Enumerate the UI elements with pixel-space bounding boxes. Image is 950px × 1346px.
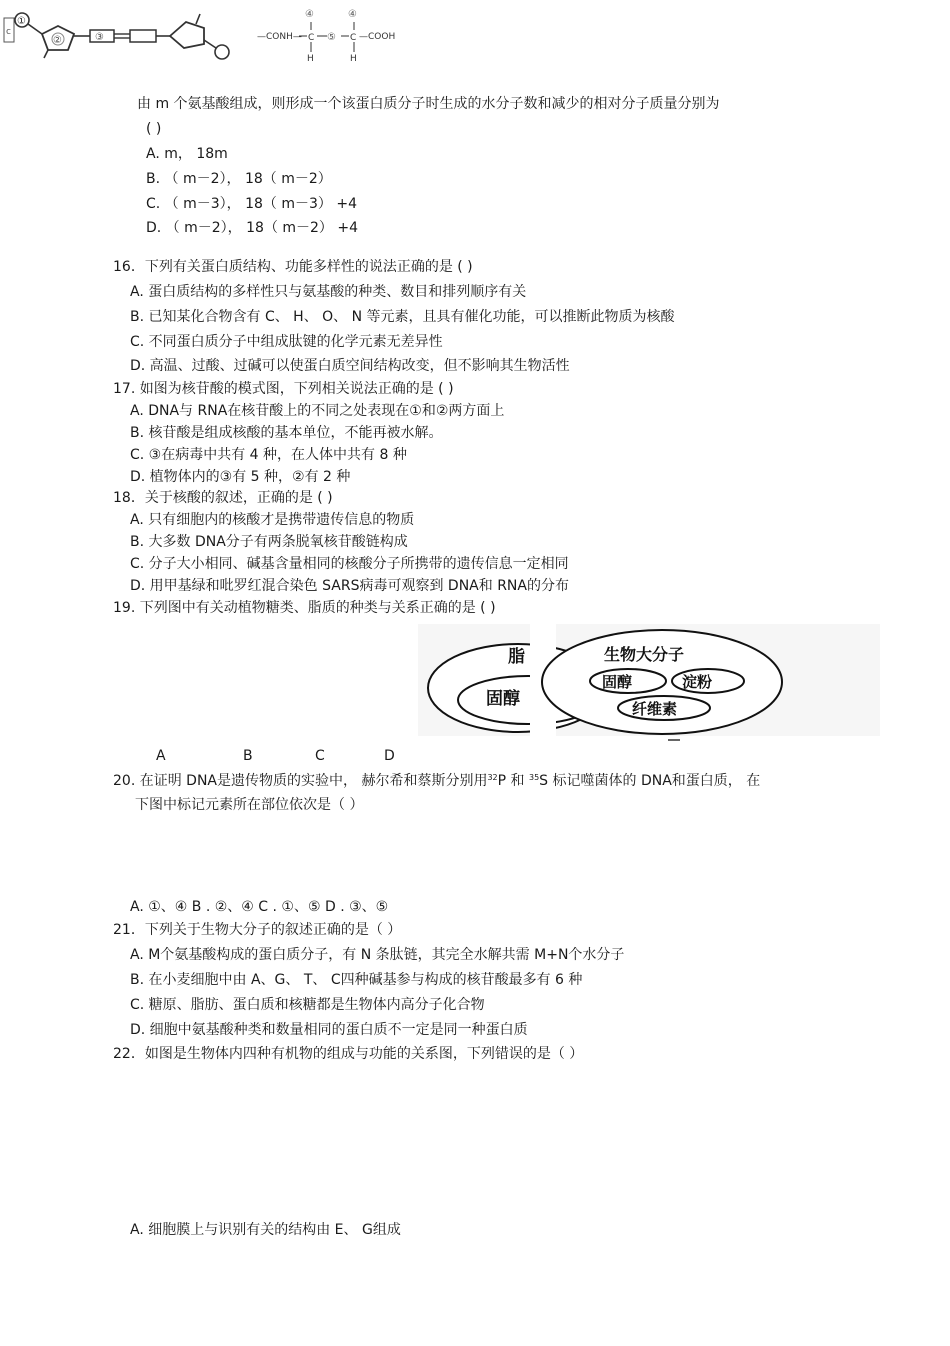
peptide-label4b: ④	[348, 9, 357, 20]
q18-option-b: B. 大多数 DNA分子有两条脱氧核苷酸链构成	[130, 534, 408, 550]
q21-option-b: B. 在小麦细胞中由 A、G、 T、 C四种碱基参与构成的核苷酸最多有 6 种	[130, 972, 583, 988]
q19-label-a: A	[156, 748, 166, 764]
q21-option-c: C. 糖原、脂肪、蛋白质和核糖都是生物体内高分子化合物	[130, 997, 485, 1013]
left-fig-label-a: 脂	[508, 647, 525, 667]
q20-mid: P 和	[497, 773, 529, 789]
nucleotide-diagram	[0, 0, 240, 64]
q20-stem	[113, 772, 760, 790]
q18-stem: 18．关于核酸的叙述，正确的是 ( )	[113, 490, 333, 506]
q17-option-a: A. DNA与 RNA在核苷酸上的不同之处表现在①和②两方面上	[130, 403, 505, 419]
q16-option-a: A. 蛋白质结构的多样性只与氨基酸的种类、数目和排列顺序有关	[130, 284, 527, 300]
q20-options: A. ①、④ B . ②、④ C . ①、⑤ D . ③、⑤	[130, 899, 389, 915]
peptide-label4a: ④	[305, 9, 314, 20]
q22-stem: 22．如图是生物体内四种有机物的组成与功能的关系图，下列错误的是（ ）	[113, 1046, 584, 1062]
q17-option-b: B. 核苷酸是组成核酸的基本单位，不能再被水解。	[130, 425, 443, 441]
svg-text:C: C	[308, 33, 315, 43]
q20-stem-line2: 下图中标记元素所在部位依次是（ ）	[135, 797, 364, 813]
peptide-diagram	[255, 0, 405, 66]
peptide-right: —COOH	[359, 32, 396, 42]
sterol-label: 固醇	[602, 673, 633, 691]
sugar-lipid-diagram	[418, 624, 880, 742]
peptide-left: —CONH—	[257, 32, 302, 42]
q17-option-d: D. 植物体内的③有 5 种，②有 2 种	[130, 469, 351, 485]
q16-option-c: C. 不同蛋白质分子中组成肽键的化学元素无差异性	[130, 334, 443, 350]
q19-label-b: B	[243, 748, 253, 764]
left-fig-label-b: 固醇	[486, 689, 520, 709]
q15-option-a: A. m， 18m	[146, 146, 228, 162]
cellulose-label: 纤维素	[632, 700, 678, 718]
peptide-h2: H	[350, 54, 357, 64]
starch-label: 淀粉	[682, 673, 713, 691]
q21-stem: 21．下列关于生物大分子的叙述正确的是（ ）	[113, 922, 402, 938]
q19-label-d: D	[384, 748, 395, 764]
q20-stem-a: 20. 在证明 DNA是遗传物质的实验中， 赫尔希和蔡斯分别用	[113, 773, 488, 789]
svg-text:C: C	[350, 33, 357, 43]
label-2: ②	[53, 35, 62, 46]
q15-bracket: ( )	[146, 121, 162, 137]
q18-option-d: D. 用甲基绿和吡罗红混合染色 SARS病毒可观察到 DNA和 RNA的分布	[130, 578, 569, 594]
q22-option-a: A. 细胞膜上与识别有关的结构由 E、 G组成	[130, 1222, 401, 1238]
sup-35: 35	[528, 773, 540, 782]
peptide-label5: ⑤	[327, 32, 336, 43]
svg-text:c: c	[6, 27, 11, 37]
q21-option-a: A. M个氨基酸构成的蛋白质分子，有 N 条肽链，其完全水解共需 M+N个水分子	[130, 947, 625, 963]
label-3: ③	[95, 32, 104, 43]
q18-option-c: C. 分子大小相同、碱基含量相同的核酸分子所携带的遗传信息一定相同	[130, 556, 569, 572]
sup-32: 32	[487, 773, 498, 782]
q15-option-b: B. （ m－2）， 18（ m－2）	[146, 171, 332, 187]
q21-option-d: D. 细胞中氨基酸种类和数量相同的蛋白质不一定是同一种蛋白质	[130, 1022, 528, 1038]
q17-option-c: C. ③在病毒中共有 4 种，在人体中共有 8 种	[130, 447, 407, 463]
q20-stem-b: S 标记噬菌体的 DNA和蛋白质， 在	[539, 773, 761, 789]
q15-stem: 由 m 个氨基酸组成，则形成一个该蛋白质分子时生成的水分子数和减少的相对分子质量分别为	[137, 96, 720, 112]
q16-option-b: B. 已知某化合物含有 C、 H、 O、 N 等元素，且具有催化功能，可以推断此物质为核酸	[130, 309, 675, 325]
q15-option-c: C. （ m－3）， 18（ m－3） +4	[146, 196, 358, 212]
q15-option-d: D. （ m－2）， 18（ m－2） +4	[146, 220, 359, 236]
q16-option-d: D. 高温、过酸、过碱可以使蛋白质空间结构改变，但不影响其生物活性	[130, 358, 570, 374]
q17-stem: 17. 如图为核苷酸的模式图，下列相关说法正确的是 ( )	[113, 381, 454, 397]
peptide-h1: H	[307, 54, 314, 64]
q16-stem: 16．下列有关蛋白质结构、功能多样性的说法正确的是 ( )	[113, 259, 473, 275]
q18-option-a: A. 只有细胞内的核酸才是携带遗传信息的物质	[130, 512, 415, 528]
label-1: ①	[17, 16, 26, 27]
q19-stem: 19. 下列图中有关动植物糖类、脂质的种类与关系正确的是 ( )	[113, 600, 496, 616]
q19-label-c: C	[315, 748, 325, 764]
big-molecule-label: 生物大分子	[604, 645, 685, 664]
